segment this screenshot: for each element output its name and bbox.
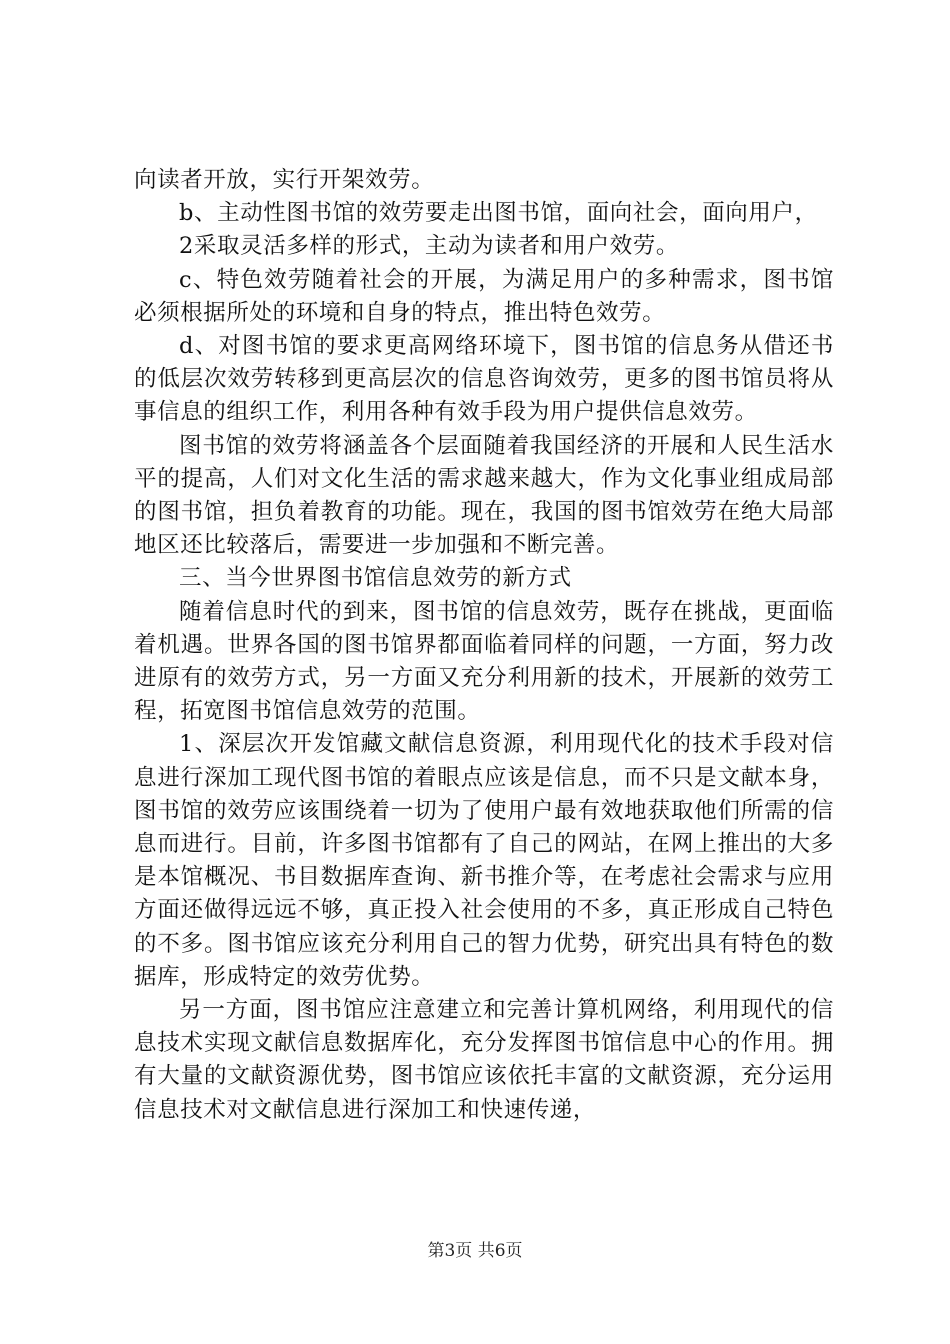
paragraph: b、主动性图书馆的效劳要走出图书馆，面向社会，面向用户， [179,200,818,227]
paragraph: 1、深层次开发馆藏文献信息资源，利用现代化的技术手段对信息进行深加工现代图书馆的着眼点应该是信息，而不只是文献本身，图书馆的效劳应该围绕着一切为了使用户最有效地获取他们所需的信息而进行。目前，许多图书馆都有了自己的网站，在网上推出的大多是本馆概况、书目数据库查询、新书推介等，在考虑社会需求与应用方面还做得远远不够，真正投入社会使用的不多，真正形成自己特色的不多。图书馆应该充分利用自己的智力优势，研究出具有特色的数据库，形成特定的效劳优势。 [134,731,834,990]
document-body [134,164,834,1127]
paragraph: 向读者开放，实行开架效劳。 [134,167,435,193]
page-number: 第3页 共6页 [427,1241,523,1261]
paragraph: 2采取灵活多样的形式，主动为读者和用户效劳。 [179,233,680,260]
paragraph: 随着信息时代的到来，图书馆的信息效劳，既存在挑战，更面临着机遇。世界各国的图书馆界都面临着同样的问题，一方面，努力改进原有的效劳方式，另一方面又充分利用新的技术，开展新的效劳工程，拓宽图书馆信息效劳的范围。 [134,598,834,725]
section-heading: 三、当今世界图书馆信息效劳的新方式 [179,565,572,592]
paragraph: d、对图书馆的要求更高网络环境下，图书馆的信息务从借还书的低层次效劳转移到更高层次的信息咨询效劳，更多的图书馆员将从事信息的组织工作，利用各种有效手段为用户提供信息效劳。 [134,333,834,426]
paragraph: 图书馆的效劳将涵盖各个层面随着我国经济的开展和人民生活水平的提高，人们对文化生活的需求越来越大，作为文化事业组成局部的图书馆，担负着教育的功能。现在，我国的图书馆效劳在绝大局部地区还比较落后，需要进一步加强和不断完善。 [134,432,834,559]
paragraph: 另一方面，图书馆应注意建立和完善计算机网络，利用现代的信息技术实现文献信息数据库化，充分发挥图书馆信息中心的作用。拥有大量的文献资源优势，图书馆应该依托丰富的文献资源，充分运用信息技术对文献信息进行深加工和快速传递， [134,997,834,1123]
paragraph: c、特色效劳随着社会的开展，为满足用户的多种需求，图书馆必须根据所处的环境和自身的特点，推出特色效劳。 [134,266,834,326]
